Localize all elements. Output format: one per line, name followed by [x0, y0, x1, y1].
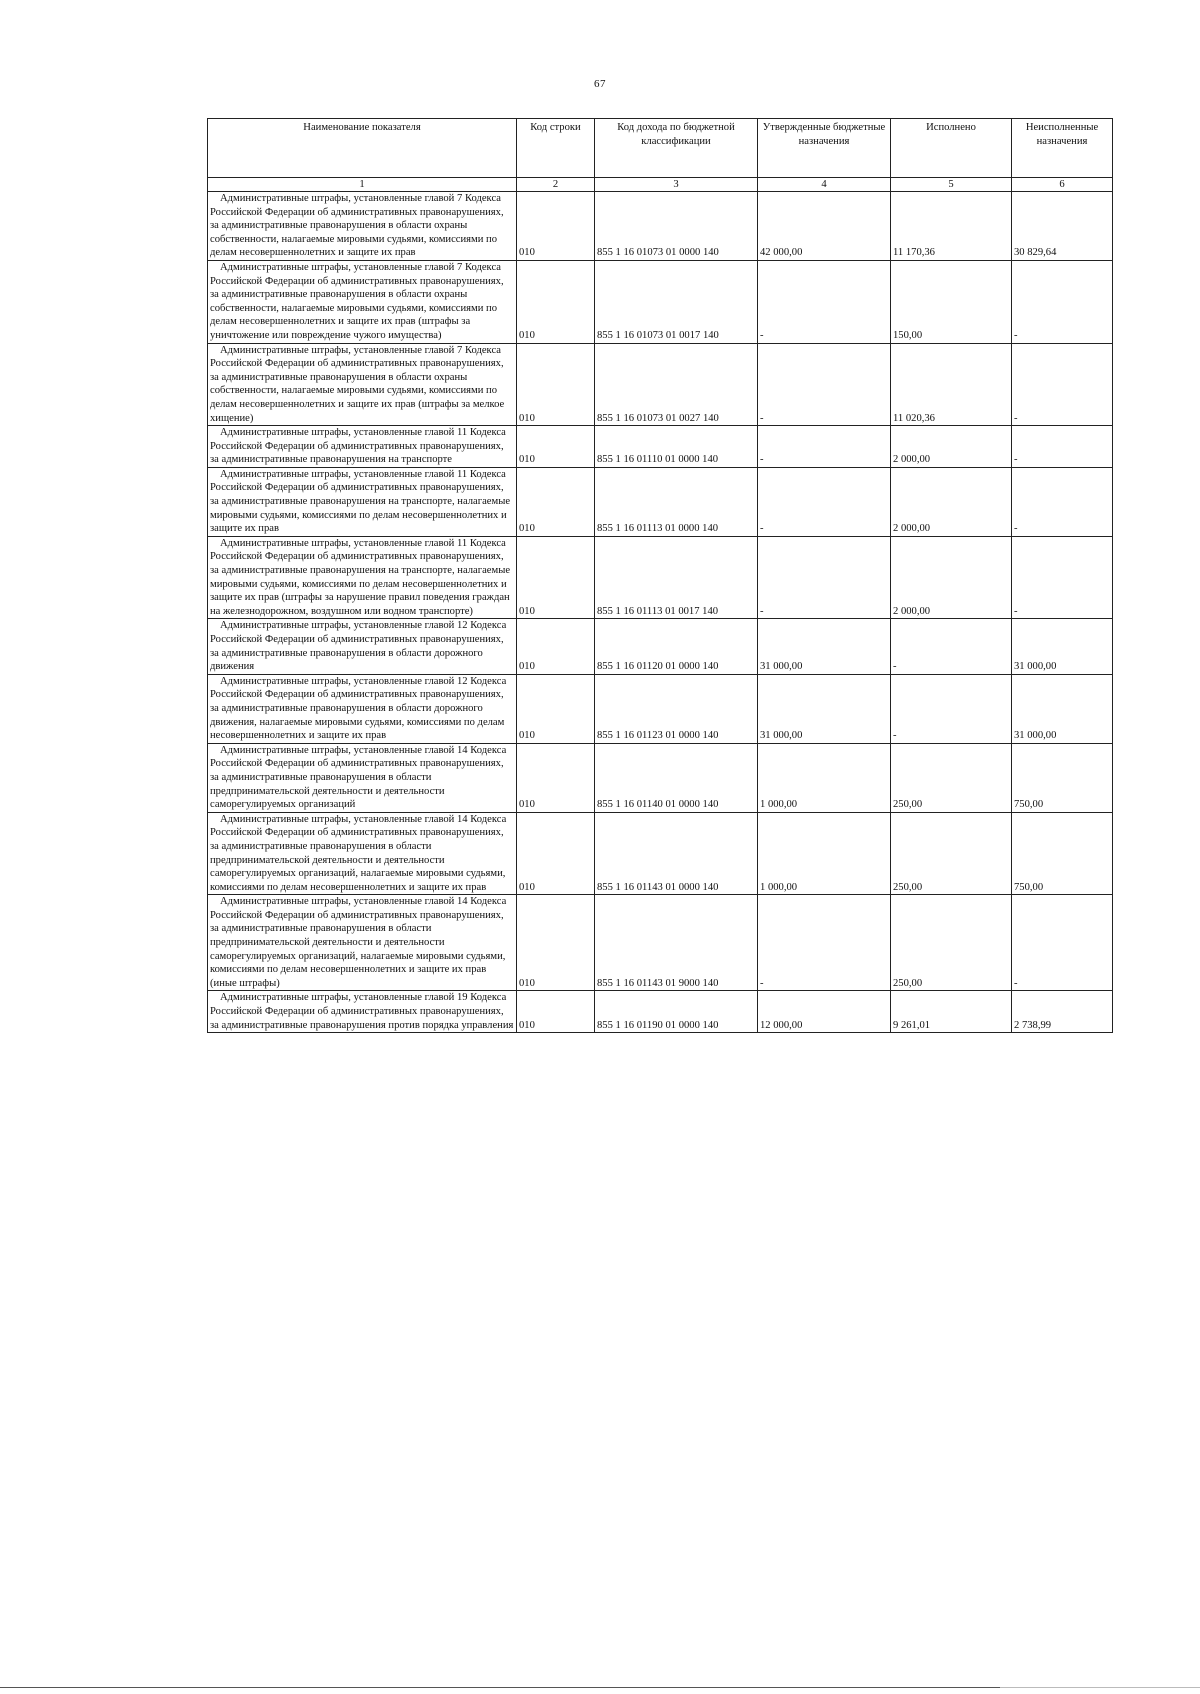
page-bottom-rule [0, 1687, 1000, 1688]
page-number: 67 [594, 78, 606, 90]
income-code: 855 1 16 01123 01 0000 140 [595, 674, 758, 743]
indicator-name: Административные штрафы, установленные главой 11 Кодекса Российской Федерации об административных правонарушениях, за административные правонарушения на транспорте, налагаемые мировыми судьями, комиссиями по делам несовершеннолетних и защите их прав [208, 467, 517, 536]
indicator-name: Административные штрафы, установленные главой 12 Кодекса Российской Федерации об административных правонарушениях, за административные правонарушения в области дорожного движения [208, 619, 517, 674]
unexecuted-value: 750,00 [1012, 812, 1113, 895]
executed-value: 150,00 [891, 260, 1012, 343]
header-unexecuted: Неисполненные назначения [1012, 119, 1113, 178]
approved-value: 31 000,00 [758, 619, 891, 674]
row-code: 010 [517, 812, 595, 895]
executed-value: 2 000,00 [891, 467, 1012, 536]
header-row-code: Код строки [517, 119, 595, 178]
table-row [208, 619, 1113, 674]
unexecuted-value: 750,00 [1012, 743, 1113, 812]
unexecuted-value: 2 738,99 [1012, 991, 1113, 1033]
row-code: 010 [517, 260, 595, 343]
unexecuted-value: 30 829,64 [1012, 192, 1113, 261]
table-row [208, 192, 1113, 261]
row-code: 010 [517, 991, 595, 1033]
row-code: 010 [517, 743, 595, 812]
income-code: 855 1 16 01120 01 0000 140 [595, 619, 758, 674]
unexecuted-value: - [1012, 536, 1113, 619]
table-row [208, 895, 1113, 991]
header-executed: Исполнено [891, 119, 1012, 178]
approved-value: - [758, 260, 891, 343]
income-code: 855 1 16 01073 01 0000 140 [595, 192, 758, 261]
table-row [208, 343, 1113, 426]
indicator-name: Административные штрафы, установленные главой 12 Кодекса Российской Федерации об административных правонарушениях, за административные правонарушения в области дорожного движения, налагаемые мировыми судьями, комиссиями по делам несовершеннолетних и защите их прав [208, 674, 517, 743]
header-approved: Утвержденные бюджетные назначения [758, 119, 891, 178]
table-row [208, 426, 1113, 468]
income-code: 855 1 16 01140 01 0000 140 [595, 743, 758, 812]
income-code: 855 1 16 01143 01 0000 140 [595, 812, 758, 895]
table-row [208, 467, 1113, 536]
executed-value: 11 020,36 [891, 343, 1012, 426]
header-income-code: Код дохода по бюджетной классификации [595, 119, 758, 178]
unexecuted-value: - [1012, 343, 1113, 426]
executed-value: 2 000,00 [891, 536, 1012, 619]
executed-value: 9 261,01 [891, 991, 1012, 1033]
unexecuted-value: - [1012, 426, 1113, 468]
indicator-name: Административные штрафы, установленные главой 7 Кодекса Российской Федерации об административных правонарушениях, за административные правонарушения в области охраны собственности, налагаемые мировыми судьями, комиссиями по делам несовершеннолетних и защите их прав (штрафы за уничтожение или повреждение чужого имущества) [208, 260, 517, 343]
row-code: 010 [517, 895, 595, 991]
indicator-name: Административные штрафы, установленные главой 14 Кодекса Российской Федерации об административных правонарушениях, за административные правонарушения в области предпринимательской деятельности и деятельности саморегулируемых организаций [208, 743, 517, 812]
indicator-name: Административные штрафы, установленные главой 14 Кодекса Российской Федерации об административных правонарушениях, за административные правонарушения в области предпринимательской деятельности и деятельности саморегулируемых организаций, налагаемые мировыми судьями, комиссиями по делам несовершеннолетних и защите их прав [208, 812, 517, 895]
row-code: 010 [517, 536, 595, 619]
column-number: 3 [595, 178, 758, 192]
table-row [208, 260, 1113, 343]
table-row [208, 536, 1113, 619]
row-code: 010 [517, 619, 595, 674]
indicator-name: Административные штрафы, установленные главой 7 Кодекса Российской Федерации об административных правонарушениях, за административные правонарушения в области охраны собственности, налагаемые мировыми судьями, комиссиями по делам несовершеннолетних и защите их прав (штрафы за мелкое хищение) [208, 343, 517, 426]
executed-value: 250,00 [891, 812, 1012, 895]
income-code: 855 1 16 01190 01 0000 140 [595, 991, 758, 1033]
row-code: 010 [517, 426, 595, 468]
indicator-name: Административные штрафы, установленные главой 11 Кодекса Российской Федерации об административных правонарушениях, за административные правонарушения на транспорте [208, 426, 517, 468]
approved-value: 12 000,00 [758, 991, 891, 1033]
unexecuted-value: - [1012, 895, 1113, 991]
page-bottom-rule-faint [1000, 1687, 1200, 1688]
executed-value: 250,00 [891, 895, 1012, 991]
income-code: 855 1 16 01143 01 9000 140 [595, 895, 758, 991]
indicator-name: Административные штрафы, установленные главой 19 Кодекса Российской Федерации об административных правонарушениях, за административные правонарушения против порядка управления [208, 991, 517, 1033]
approved-value: 31 000,00 [758, 674, 891, 743]
column-number: 5 [891, 178, 1012, 192]
approved-value: - [758, 895, 891, 991]
table-header-row [208, 119, 1113, 178]
approved-value: - [758, 536, 891, 619]
indicator-name: Административные штрафы, установленные главой 11 Кодекса Российской Федерации об административных правонарушениях, за административные правонарушения на транспорте, налагаемые мировыми судьями, комиссиями по делам несовершеннолетних и защите их прав (штрафы за нарушение правил поведения граждан на железнодорожном, воздушном или водном транспорте) [208, 536, 517, 619]
row-code: 010 [517, 343, 595, 426]
income-code: 855 1 16 01073 01 0027 140 [595, 343, 758, 426]
executed-value: - [891, 674, 1012, 743]
executed-value: 250,00 [891, 743, 1012, 812]
executed-value: 2 000,00 [891, 426, 1012, 468]
row-code: 010 [517, 467, 595, 536]
executed-value: 11 170,36 [891, 192, 1012, 261]
column-number: 4 [758, 178, 891, 192]
approved-value: 1 000,00 [758, 812, 891, 895]
table-row [208, 812, 1113, 895]
income-code: 855 1 16 01073 01 0017 140 [595, 260, 758, 343]
approved-value: - [758, 426, 891, 468]
income-code: 855 1 16 01113 01 0017 140 [595, 536, 758, 619]
approved-value: - [758, 343, 891, 426]
approved-value: 1 000,00 [758, 743, 891, 812]
unexecuted-value: - [1012, 260, 1113, 343]
row-code: 010 [517, 192, 595, 261]
unexecuted-value: 31 000,00 [1012, 674, 1113, 743]
row-code: 010 [517, 674, 595, 743]
table-row [208, 991, 1113, 1033]
column-number: 2 [517, 178, 595, 192]
income-code: 855 1 16 01110 01 0000 140 [595, 426, 758, 468]
column-number: 6 [1012, 178, 1113, 192]
indicator-name: Административные штрафы, установленные главой 7 Кодекса Российской Федерации об административных правонарушениях, за административные правонарушения в области охраны собственности, налагаемые мировыми судьями, комиссиями по делам несовершеннолетних и защите их прав [208, 192, 517, 261]
unexecuted-value: 31 000,00 [1012, 619, 1113, 674]
table-row [208, 674, 1113, 743]
column-number: 1 [208, 178, 517, 192]
indicator-name: Административные штрафы, установленные главой 14 Кодекса Российской Федерации об административных правонарушениях, за административные правонарушения в области предпринимательской деятельности и деятельности саморегулируемых организаций, налагаемые мировыми судьями, комиссиями по делам несовершеннолетних и защите их прав (иные штрафы) [208, 895, 517, 991]
executed-value: - [891, 619, 1012, 674]
approved-value: 42 000,00 [758, 192, 891, 261]
unexecuted-value: - [1012, 467, 1113, 536]
income-code: 855 1 16 01113 01 0000 140 [595, 467, 758, 536]
budget-execution-table [207, 118, 1113, 1033]
approved-value: - [758, 467, 891, 536]
column-number-row [208, 178, 1113, 192]
header-indicator-name: Наименование показателя [208, 119, 517, 178]
table-row [208, 743, 1113, 812]
